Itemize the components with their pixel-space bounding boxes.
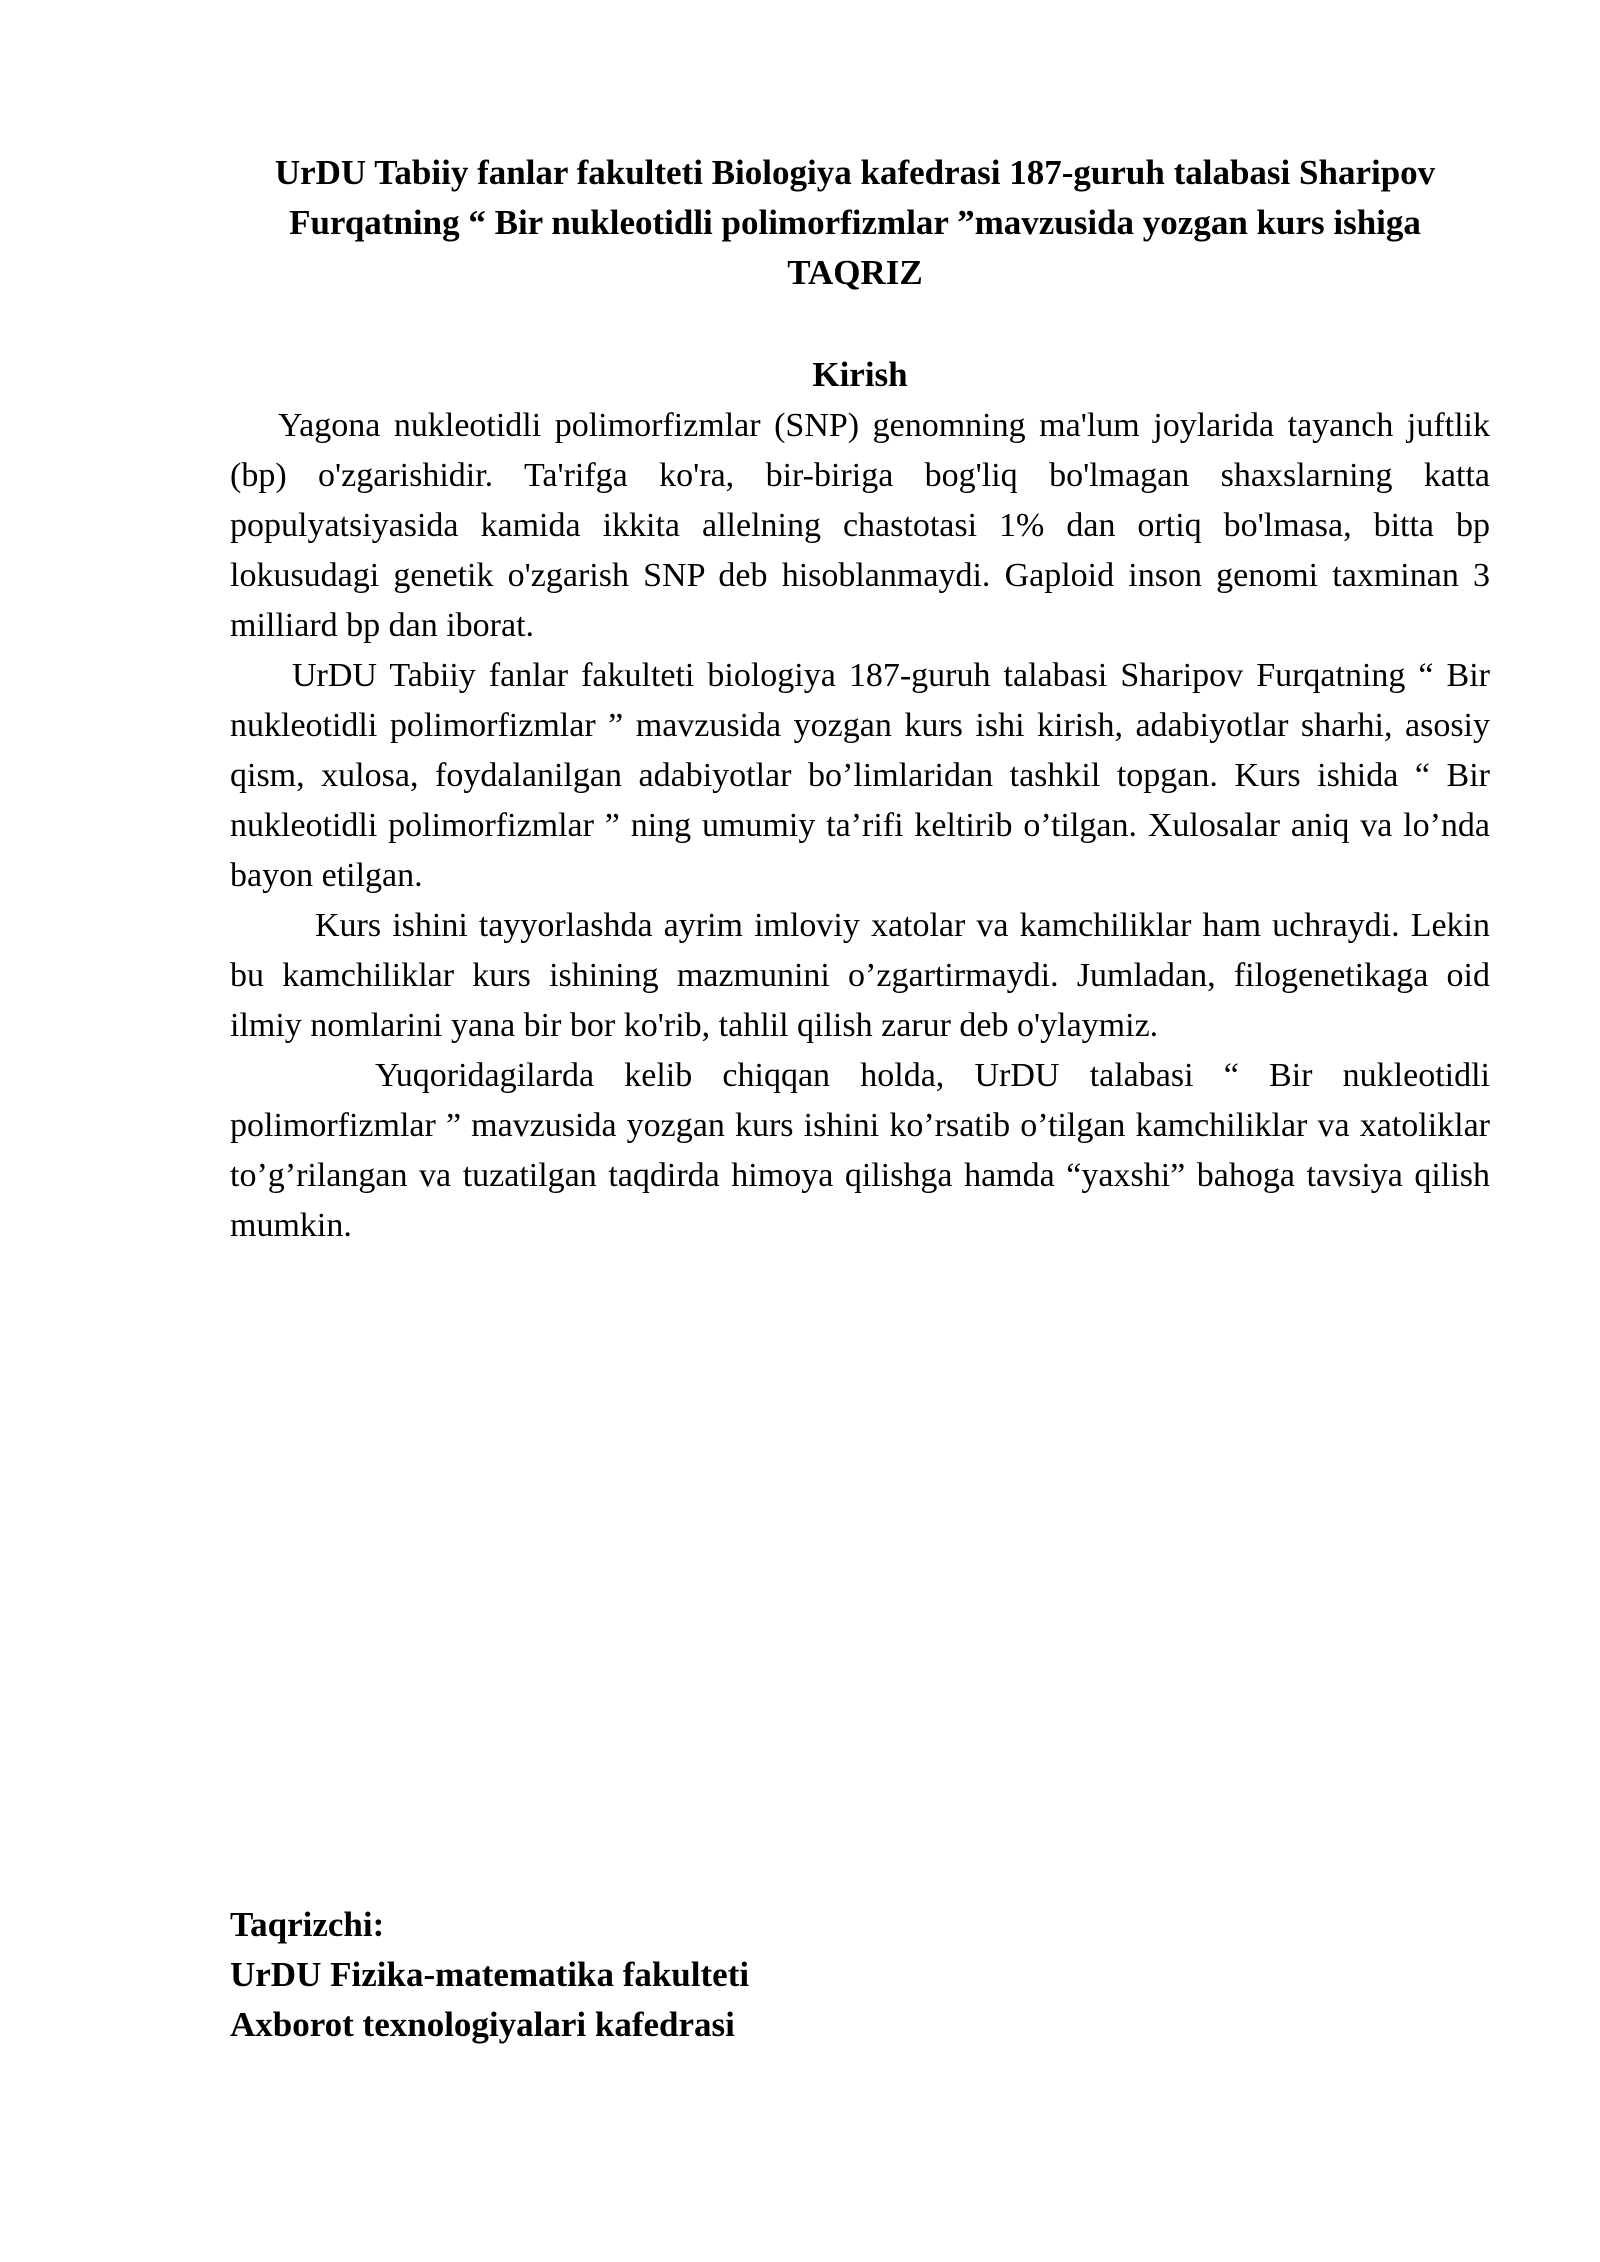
section-heading: Kirish bbox=[812, 355, 908, 394]
reviewer-faculty: UrDU Fizika-matematika fakulteti bbox=[230, 1955, 750, 1994]
reviewer-label: Taqrizchi: bbox=[230, 1905, 385, 1944]
paragraph-4: Yuqoridagilarda kelib chiqqan holda, UrDU talabasi “ Bir nukleotidli polimorfizmlar ” mavzusida yozgan kurs ishini ko’rsatib o’tilgan kamchiliklar va xatoliklar to’g’rilangan va tuzatilgan taqdirda himoya qilishga hamda “yaxshi” bahoga tavsiya qilish mumkin. bbox=[230, 1057, 1490, 1244]
body-text bbox=[230, 401, 1490, 1251]
paragraph-3: Kurs ishini tayyorlashda ayrim imloviy xatolar va kamchiliklar ham uchraydi. Lekin bu kamchiliklar kurs ishining mazmunini o’zgartirmaydi. Jumladan, filogenetikaga oid ilmiy nomlarini yana bir bor ko'rib, tahlil qilish zarur deb o'ylaymiz. bbox=[230, 907, 1490, 1044]
title-line-1: UrDU Tabiiy fanlar fakulteti Biologiya kafedrasi 187-guruh talabasi Sharipov bbox=[274, 153, 1436, 192]
title-line-2: Furqatning “ Bir nukleotidli polimorfizmlar ”mavzusida yozgan kurs ishiga bbox=[289, 203, 1421, 242]
paragraph-1: Yagona nukleotidli polimorfizmlar (SNP) genomning ma'lum joylarida tayanch juftlik (bp) o'zgarishidir. Ta'rifga ko'ra, bir-biriga bog'liq bo'lmagan shaxslarning katta populyatsiyasida kamida ikkita allelning chastotasi 1% dan ortiq bo'lmasa, bitta bp lokusudagi genetik o'zgarish SNP deb hisoblanmaydi. Gaploid inson genomi taxminan 3 milliard bp dan iborat. bbox=[230, 407, 1490, 644]
paragraph-2: UrDU Tabiiy fanlar fakulteti biologiya 187-guruh talabasi Sharipov Furqatning “ Bir nukleotidli polimorfizmlar ” mavzusida yozgan kurs ishi kirish, adabiyotlar sharhi, asosiy qism, xulosa, foydalanilgan adabiyotlar bo’limlaridan tashkil topgan. Kurs ishida “ Bir nukleotidli polimorfizmlar ” ning umumiy ta’rifi keltirib o’tilgan. Xulosalar aniq va lo’nda bayon etilgan. bbox=[230, 657, 1490, 894]
reviewer-signature-block bbox=[230, 1900, 1230, 2050]
document-title bbox=[220, 148, 1490, 298]
reviewer-department: Axborot texnologiyalari kafedrasi bbox=[230, 2005, 735, 2044]
title-line-3: TAQRIZ bbox=[787, 253, 923, 292]
